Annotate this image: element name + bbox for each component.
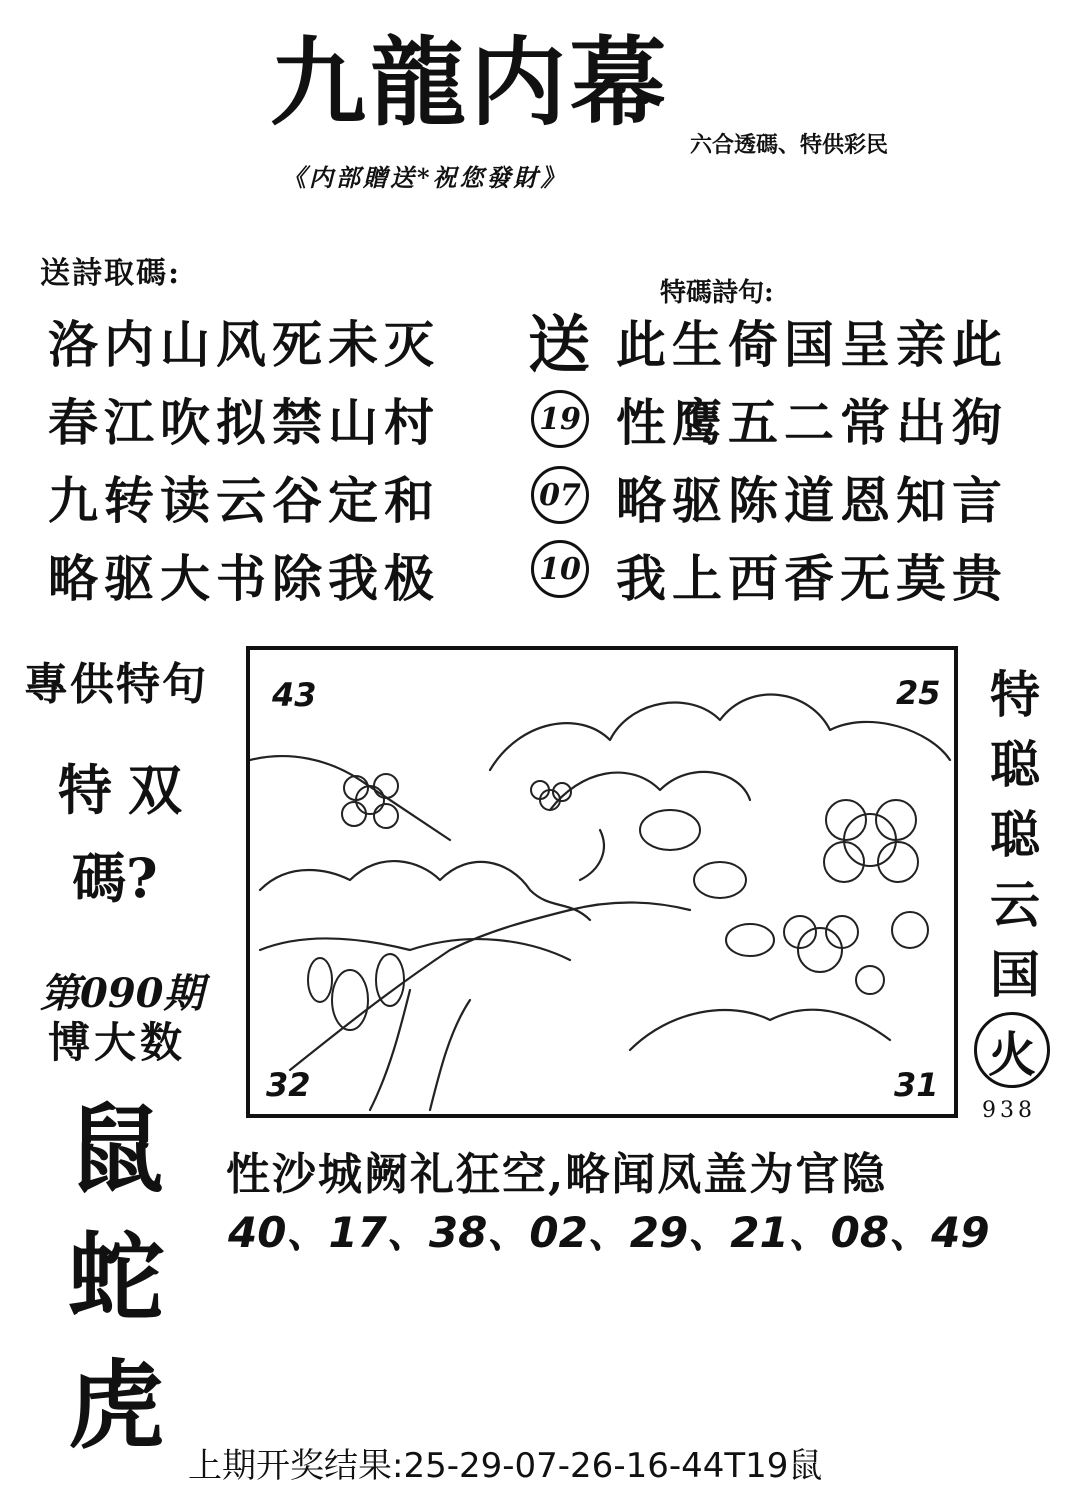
vertical-char: 特 (990, 665, 1040, 724)
fire-element-badge: 火 (974, 1012, 1050, 1088)
special-label: 專供特句 (24, 659, 208, 710)
poem-line: 洛内山风死未灭 (48, 315, 440, 374)
phrase-line: 性沙城阙礼狂空,略闻凤盖为官隐 (226, 1149, 888, 1200)
corner-number: 25 (896, 674, 941, 712)
special-poem (616, 316, 1008, 628)
flower-illustration (246, 646, 958, 1118)
poem-line: 略驱陈道恩知言 (616, 471, 1008, 530)
zodiac-list (56, 1086, 176, 1470)
corner-number: 31 (894, 1066, 939, 1104)
circled-number: 07 (531, 466, 589, 524)
special-poem-label: 特碼詩句: (660, 278, 774, 308)
corner-number: 32 (266, 1066, 311, 1104)
circled-number: 19 (531, 390, 589, 448)
poem-line: 春江吹拟禁山村 (48, 393, 440, 452)
poem-line: 我上西香无莫贵 (616, 549, 1008, 608)
zodiac-item: 虎 (68, 1349, 164, 1462)
left-poem (48, 316, 440, 628)
subtitle: 《内部贈送*祝您發財》 (282, 163, 568, 192)
code-number: 938 (982, 1098, 1036, 1123)
circled-number: 10 (531, 540, 589, 598)
poem-line: 性鹰五二常出狗 (616, 393, 1008, 452)
vertical-char: 国 (990, 945, 1040, 1004)
numbers-line: 40、17、38、02、29、21、08、49 (228, 1208, 990, 1257)
poem-label: 送詩取碼: (40, 256, 182, 291)
zodiac-item: 鼠 (68, 1093, 164, 1206)
page-title: 九龍内幕 (270, 26, 670, 139)
flower-drawing (250, 650, 954, 1114)
vertical-text (980, 660, 1050, 1010)
tagline: 六合透碼、特供彩民 (690, 132, 889, 158)
poem-line: 略驱大书除我极 (48, 549, 440, 608)
bo-da-shu-text: 博大数 (48, 1018, 187, 1067)
poem-line: 此生倚国呈亲此 (616, 315, 1008, 374)
issue-number: 第090期 (40, 970, 204, 1017)
corner-number: 43 (272, 676, 317, 714)
last-result: 上期开奖结果:25-29-07-26-16-44T19鼠 (188, 1446, 823, 1486)
ma-question-text: 碼? (72, 846, 158, 910)
vertical-char: 云 (990, 875, 1040, 934)
poem-line: 九转读云谷定和 (48, 471, 440, 530)
vertical-char: 聪 (990, 805, 1040, 864)
te-shuang-text: 特双 (58, 758, 198, 822)
song-character: 送 (528, 308, 591, 381)
vertical-char: 聪 (990, 735, 1040, 794)
zodiac-item: 蛇 (68, 1221, 164, 1334)
